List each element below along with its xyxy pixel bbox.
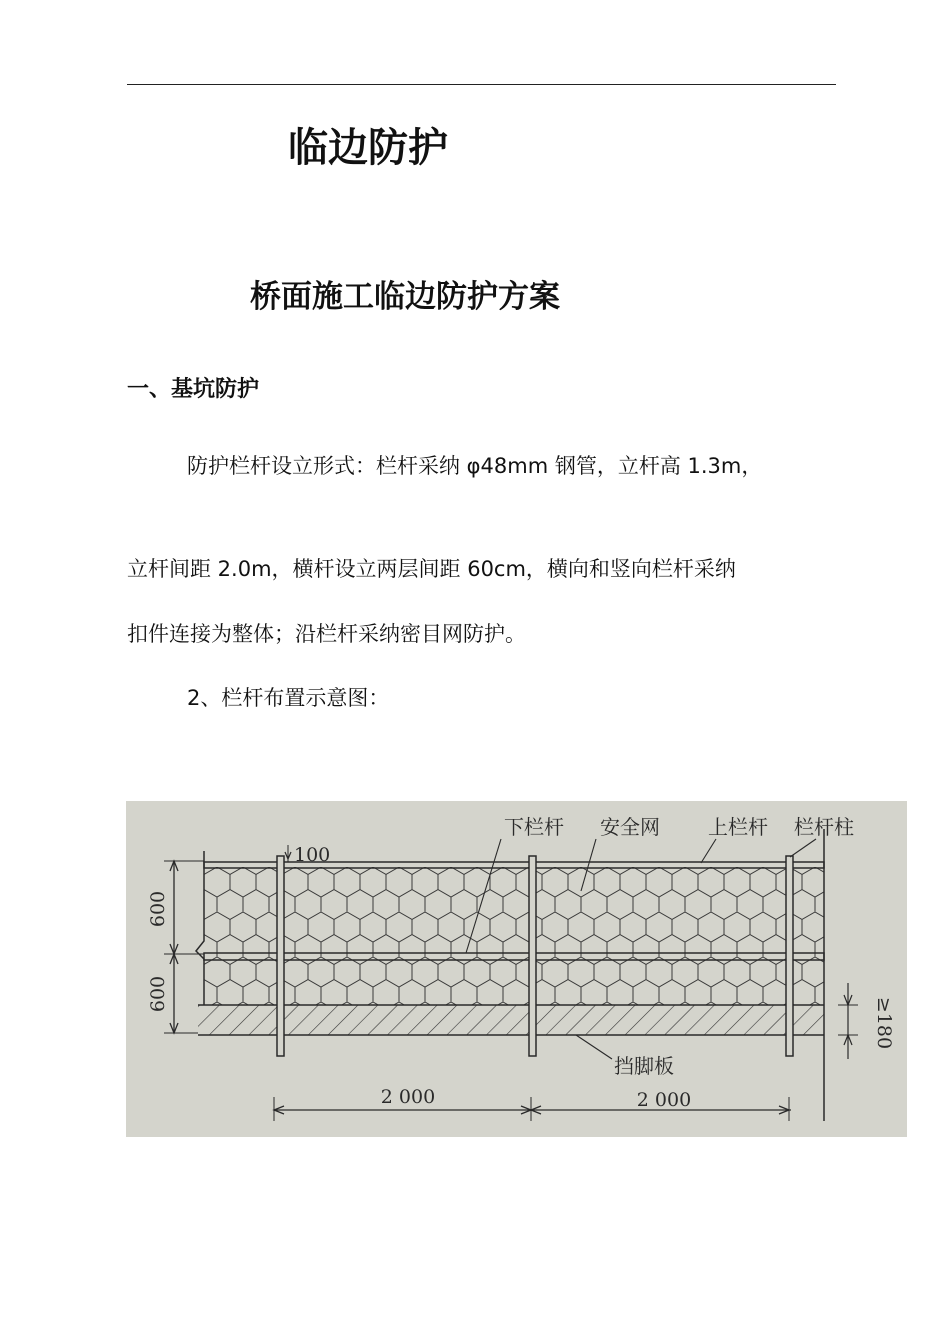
toe-board-hatch [198, 1005, 824, 1035]
dim-upper-spacing: 600 [147, 890, 169, 928]
document-subtitle: 桥面施工临边防护方案 [250, 279, 560, 315]
dim-span-right: 2 000 [636, 1089, 692, 1111]
dim-post-top: 100 [294, 844, 331, 866]
section-heading: 一、基坑防护 [127, 377, 260, 402]
dim-toe-board: ≥180 [873, 996, 895, 1050]
label-toe-board: 挡脚板 [614, 1054, 674, 1078]
figure-caption: 2、栏杆布置示意图： [187, 686, 390, 710]
label-post: 栏杆柱 [794, 815, 854, 839]
document-title: 临边防护 [288, 125, 448, 171]
label-lower-rail: 下栏杆 [504, 815, 564, 839]
dim-span-left: 2 000 [380, 1086, 436, 1108]
header-rule [127, 84, 836, 85]
paragraph-line-1: 防护栏杆设立形式：栏杆采纳 φ48mm 钢管，立杆高 1.3m， [187, 454, 763, 478]
paragraph-line-3: 扣件连接为整体；沿栏杆采纳密目网防护。 [127, 622, 526, 646]
railing-diagram [126, 801, 907, 1137]
safety-net-mesh [204, 867, 824, 1005]
label-safety-net: 安全网 [600, 815, 660, 839]
paragraph-line-2: 立杆间距 2.0m，横杆设立两层间距 60cm，横向和竖向栏杆采纳 [127, 557, 736, 581]
dim-lower-spacing: 600 [147, 975, 169, 1013]
label-upper-rail: 上栏杆 [708, 815, 768, 839]
railing-diagram-svg [126, 801, 907, 1137]
